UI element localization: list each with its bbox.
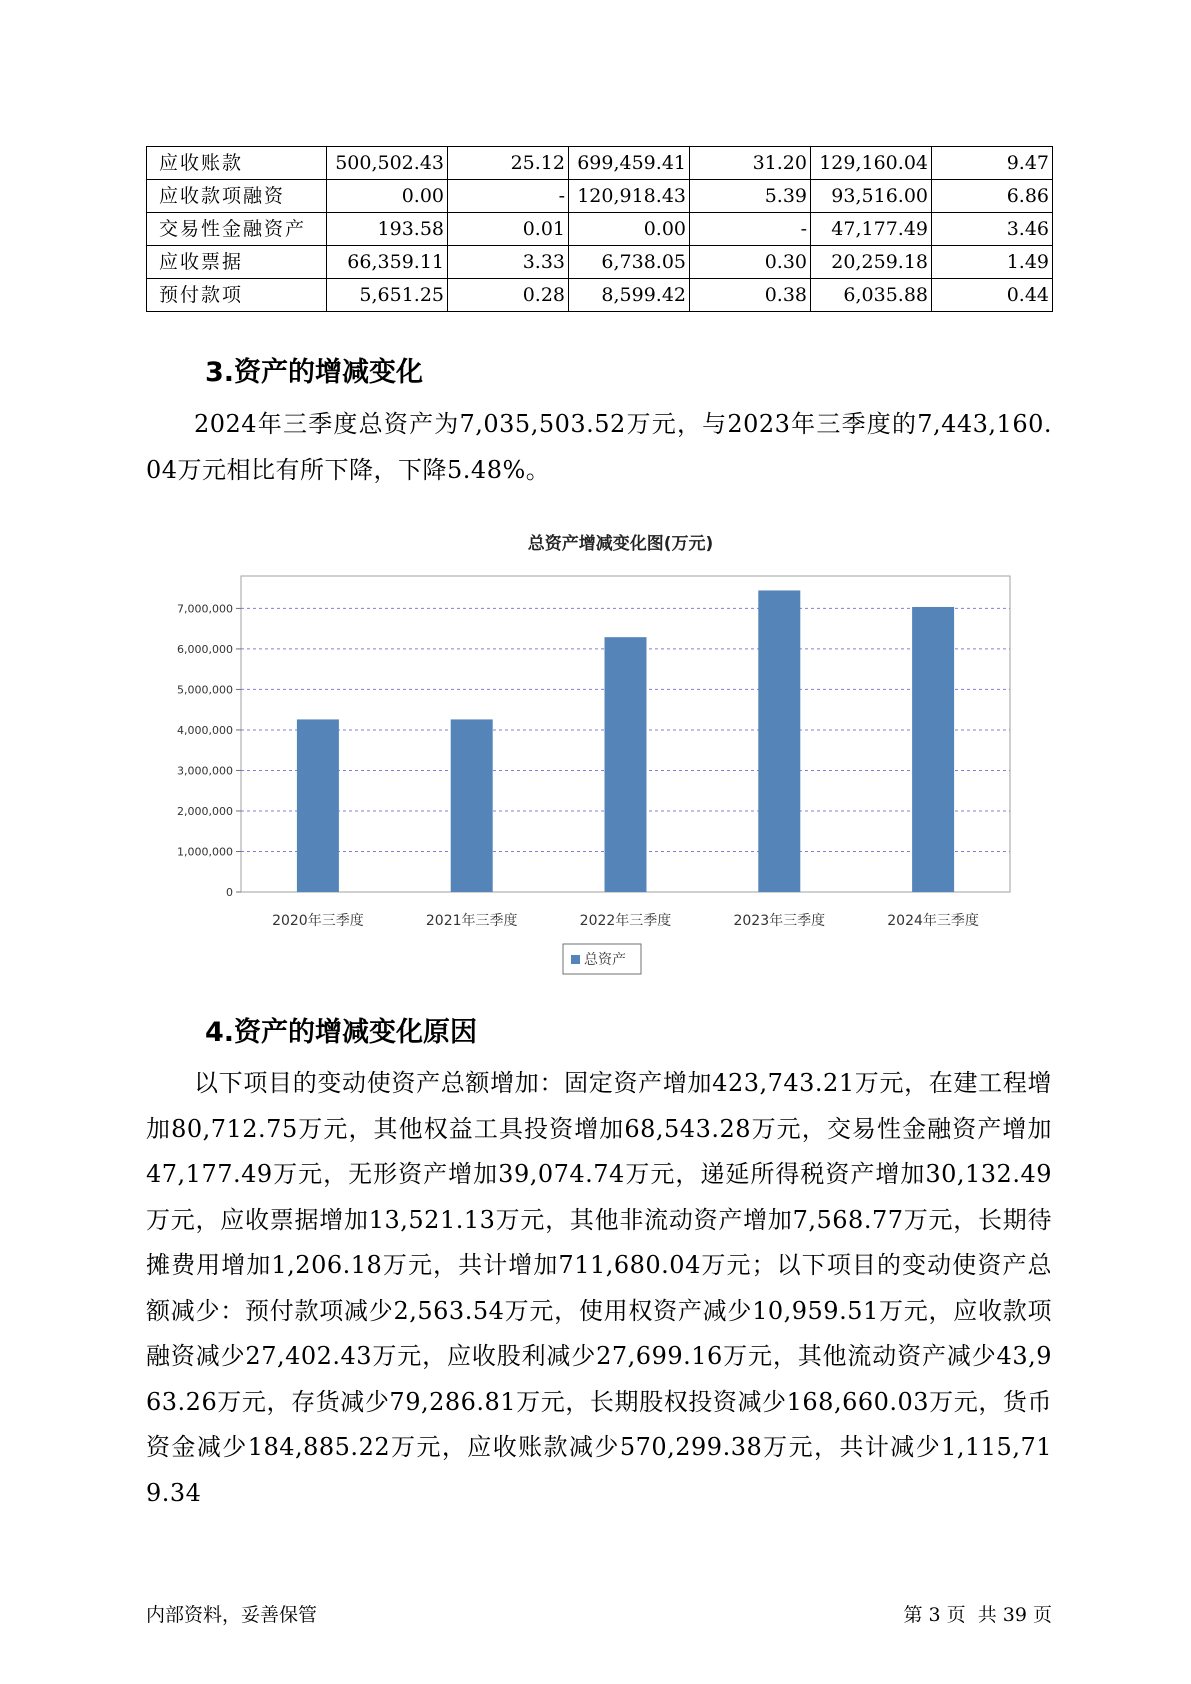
table-cell: 0.00 <box>569 213 690 246</box>
bar <box>451 719 493 892</box>
table-cell: 0.44 <box>932 279 1053 312</box>
table-cell: 1.49 <box>932 246 1053 279</box>
table-cell: 0.30 <box>690 246 811 279</box>
bar <box>758 590 800 892</box>
section-3-heading: 3.资产的增减变化 <box>205 357 424 388</box>
table-cell: 93,516.00 <box>811 180 932 213</box>
y-tick-label: 6,000,000 <box>177 642 233 656</box>
row-label: 应收款项融资 <box>147 180 327 213</box>
section-4-paragraph: 以下项目的变动使资产总额增加：固定资产增加423,743.21万元，在建工程增加80,712.75万元，其他权益工具投资增加68,543.28万元，交易性金融资产增加47,177.49万元，无形资产增加39,074.74万元，递延所得税资产增加30,132.49万元，应收票据增加13,521.13万元，其他非流动资产增加7,568.77万元，长期待摊费用增加1,206.18万元，共计增加711,680.04万元；以下项目的变动使资产总额减少：预付款项减少2,563.54万元，使用权资产减少10,959.51万元，应收款项融资减少27,402.43万元，应收股利减少27,699.16万元，其他流动资产减少43,963.26万元，存货减少79,286.81万元，长期股权投资减少168,660.03万元，货币资金减少184,885.22万元，应收账款减少570,299.38万元，共计减少1,115,719.34 <box>146 1069 1052 1507</box>
footer-page-number: 第 3 页 共 39 页 <box>903 1604 1052 1626</box>
section-3-paragraph: 2024年三季度总资产为7,035,503.52万元，与2023年三季度的7,443,160.04万元相比有所下降，下降5.48%。 <box>146 410 1052 484</box>
table-cell: 129,160.04 <box>811 147 932 180</box>
row-label: 交易性金融资产 <box>147 213 327 246</box>
x-tick-label: 2020年三季度 <box>272 913 364 929</box>
x-tick-label: 2023年三季度 <box>733 913 826 929</box>
row-label: 应收账款 <box>147 147 327 180</box>
x-tick-label: 2024年三季度 <box>887 913 979 929</box>
x-tick-label: 2022年三季度 <box>579 913 672 929</box>
table-cell: 193.58 <box>327 213 448 246</box>
bar <box>605 637 647 892</box>
table-row <box>147 246 1053 279</box>
table-cell: 9.47 <box>932 147 1053 180</box>
x-tick-label: 2021年三季度 <box>425 913 518 929</box>
legend-label: 总资产 <box>584 952 626 968</box>
bar <box>297 719 339 892</box>
table-cell: - <box>448 180 569 213</box>
table-cell: 8,599.42 <box>569 279 690 312</box>
bar <box>912 607 954 892</box>
table-cell: 31.20 <box>690 147 811 180</box>
y-tick-label: 1,000,000 <box>177 845 233 859</box>
table-row <box>147 213 1053 246</box>
table-cell: 500,502.43 <box>327 147 448 180</box>
row-label: 应收票据 <box>147 246 327 279</box>
y-tick-label: 4,000,000 <box>177 723 233 737</box>
table-cell: 20,259.18 <box>811 246 932 279</box>
table-cell: 120,918.43 <box>569 180 690 213</box>
table-cell: 66,359.11 <box>327 246 448 279</box>
table-cell: 5,651.25 <box>327 279 448 312</box>
table-cell: 0.01 <box>448 213 569 246</box>
y-tick-label: 2,000,000 <box>177 804 233 818</box>
table-row <box>147 180 1053 213</box>
table-cell: 3.46 <box>932 213 1053 246</box>
total-assets-bar-chart <box>146 525 1046 980</box>
table-cell: 0.38 <box>690 279 811 312</box>
chart-title: 总资产增减变化图(万元) <box>527 534 714 554</box>
y-tick-label: 0 <box>226 886 233 899</box>
table-cell: 0.00 <box>327 180 448 213</box>
table-row <box>147 147 1053 180</box>
table-cell: 699,459.41 <box>569 147 690 180</box>
table-cell: 3.33 <box>448 246 569 279</box>
table-cell: 47,177.49 <box>811 213 932 246</box>
section-4-heading: 4.资产的增减变化原因 <box>205 1017 478 1048</box>
legend-swatch <box>571 955 580 964</box>
y-tick-label: 7,000,000 <box>177 602 233 616</box>
table-cell: 0.28 <box>448 279 569 312</box>
table-cell: 25.12 <box>448 147 569 180</box>
table-cell: 6,035.88 <box>811 279 932 312</box>
y-tick-label: 3,000,000 <box>177 764 233 778</box>
asset-table <box>146 146 1053 312</box>
row-label: 预付款项 <box>147 279 327 312</box>
footer-confidential: 内部资料，妥善保管 <box>146 1604 318 1626</box>
table-cell: 5.39 <box>690 180 811 213</box>
table-row <box>147 279 1053 312</box>
table-cell: 6.86 <box>932 180 1053 213</box>
y-tick-label: 5,000,000 <box>177 683 233 697</box>
table-cell: - <box>690 213 811 246</box>
table-cell: 6,738.05 <box>569 246 690 279</box>
